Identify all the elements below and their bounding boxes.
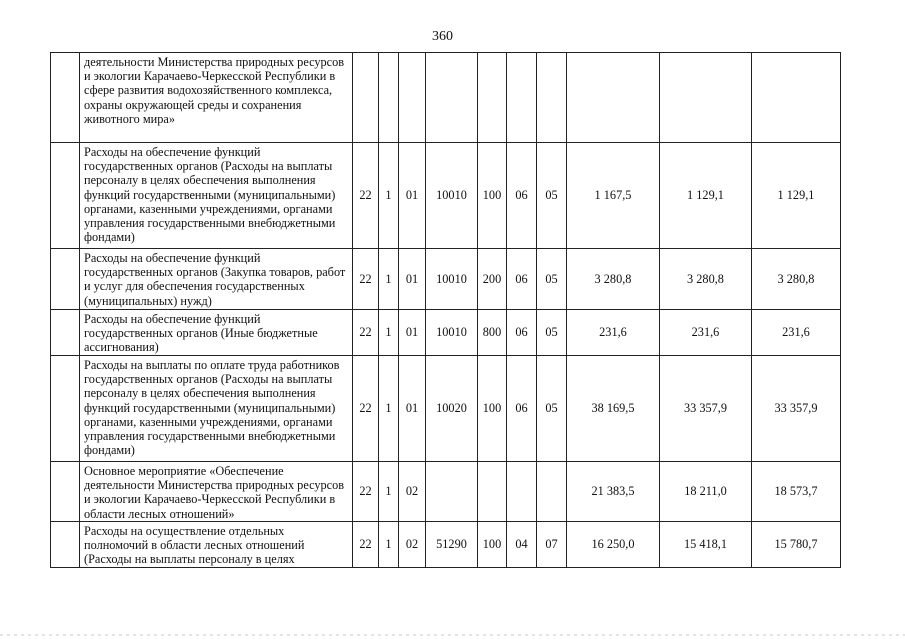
amount-cell: 15 780,7 (752, 522, 841, 568)
code-cell (507, 462, 537, 522)
code-cell (478, 462, 507, 522)
table-row (51, 356, 841, 462)
code-cell: 200 (478, 249, 507, 310)
code-cell (426, 462, 478, 522)
code-cell: 1 (379, 356, 399, 462)
code-cell: 1 (379, 522, 399, 568)
blank-cell (51, 356, 80, 462)
code-cell: 51290 (426, 522, 478, 568)
code-cell: 1 (379, 462, 399, 522)
code-cell: 01 (399, 249, 426, 310)
code-cell: 800 (478, 310, 507, 356)
row-description: деятельности Министерства природных ресурсов и экологии Карачаево-Черкесской Республики в сфере развития водохозяйственного комплекса, охраны окружающей среды и сохранения животного мира» (80, 53, 353, 143)
amount-cell: 38 169,5 (567, 356, 660, 462)
amount-cell (567, 53, 660, 143)
code-cell: 05 (537, 249, 567, 310)
amount-cell: 3 280,8 (567, 249, 660, 310)
code-cell (537, 53, 567, 143)
code-cell: 01 (399, 310, 426, 356)
amount-cell: 18 573,7 (752, 462, 841, 522)
code-cell: 10010 (426, 249, 478, 310)
code-cell (399, 53, 426, 143)
table-row (51, 143, 841, 249)
code-cell (379, 53, 399, 143)
code-cell (426, 53, 478, 143)
code-cell: 05 (537, 356, 567, 462)
code-cell: 100 (478, 143, 507, 249)
code-cell (507, 53, 537, 143)
row-description: Расходы на обеспечение функций государственных органов (Иные бюджетные ассигнования) (80, 310, 353, 356)
table-row (51, 249, 841, 310)
code-cell: 06 (507, 310, 537, 356)
blank-cell (51, 53, 80, 143)
table-row (51, 522, 841, 568)
code-cell: 06 (507, 143, 537, 249)
amount-cell: 231,6 (567, 310, 660, 356)
code-cell: 1 (379, 249, 399, 310)
blank-cell (51, 249, 80, 310)
amount-cell: 33 357,9 (752, 356, 841, 462)
budget-table (50, 52, 841, 568)
amount-cell: 16 250,0 (567, 522, 660, 568)
code-cell: 22 (353, 356, 379, 462)
amount-cell: 1 129,1 (660, 143, 752, 249)
amount-cell (752, 53, 841, 143)
code-cell: 06 (507, 356, 537, 462)
amount-cell: 18 211,0 (660, 462, 752, 522)
code-cell: 10010 (426, 310, 478, 356)
code-cell: 02 (399, 522, 426, 568)
blank-cell (51, 310, 80, 356)
amount-cell: 3 280,8 (752, 249, 841, 310)
amount-cell: 15 418,1 (660, 522, 752, 568)
amount-cell: 231,6 (752, 310, 841, 356)
code-cell: 05 (537, 143, 567, 249)
table-row (51, 310, 841, 356)
blank-cell (51, 462, 80, 522)
code-cell: 10010 (426, 143, 478, 249)
amount-cell: 1 129,1 (752, 143, 841, 249)
amount-cell: 231,6 (660, 310, 752, 356)
code-cell: 06 (507, 249, 537, 310)
code-cell: 22 (353, 462, 379, 522)
code-cell: 22 (353, 522, 379, 568)
row-description: Расходы на обеспечение функций государственных органов (Расходы на выплаты персоналу в целях обеспечения выполнения функций государственными (муниципальными) органами, казенными учреждениями, органами управления государственными внебюджетными фондами) (80, 143, 353, 249)
scan-noise-line (0, 634, 905, 636)
code-cell: 100 (478, 356, 507, 462)
row-description: Расходы на осуществление отдельных полномочий в области лесных отношений (Расходы на выплаты персоналу в целях (80, 522, 353, 568)
code-cell: 1 (379, 143, 399, 249)
code-cell: 22 (353, 249, 379, 310)
amount-cell: 33 357,9 (660, 356, 752, 462)
amount-cell: 3 280,8 (660, 249, 752, 310)
table-row (51, 53, 841, 143)
code-cell (478, 53, 507, 143)
blank-cell (51, 522, 80, 568)
code-cell: 10020 (426, 356, 478, 462)
table-row (51, 462, 841, 522)
code-cell: 01 (399, 143, 426, 249)
code-cell: 100 (478, 522, 507, 568)
code-cell (353, 53, 379, 143)
code-cell: 02 (399, 462, 426, 522)
code-cell: 1 (379, 310, 399, 356)
amount-cell: 21 383,5 (567, 462, 660, 522)
amount-cell: 1 167,5 (567, 143, 660, 249)
code-cell: 07 (537, 522, 567, 568)
row-description: Расходы на выплаты по оплате труда работников государственных органов (Расходы на выплаты персоналу в целях обеспечения выполнения функций государственными (муниципальными) органами, казенными учреждениями, органами управления государственными внебюджетными фондами) (80, 356, 353, 462)
code-cell: 01 (399, 356, 426, 462)
amount-cell (660, 53, 752, 143)
row-description: Основное мероприятие «Обеспечение деятельности Министерства природных ресурсов и экологии Карачаево-Черкесской Республики в области лесных отношений» (80, 462, 353, 522)
blank-cell (51, 143, 80, 249)
row-description: Расходы на обеспечение функций государственных органов (Закупка товаров, работ и услуг для обеспечения государственных (муниципальных) нужд) (80, 249, 353, 310)
code-cell: 22 (353, 143, 379, 249)
code-cell: 22 (353, 310, 379, 356)
page-number: 360 (432, 29, 453, 44)
code-cell (537, 462, 567, 522)
code-cell: 04 (507, 522, 537, 568)
code-cell: 05 (537, 310, 567, 356)
